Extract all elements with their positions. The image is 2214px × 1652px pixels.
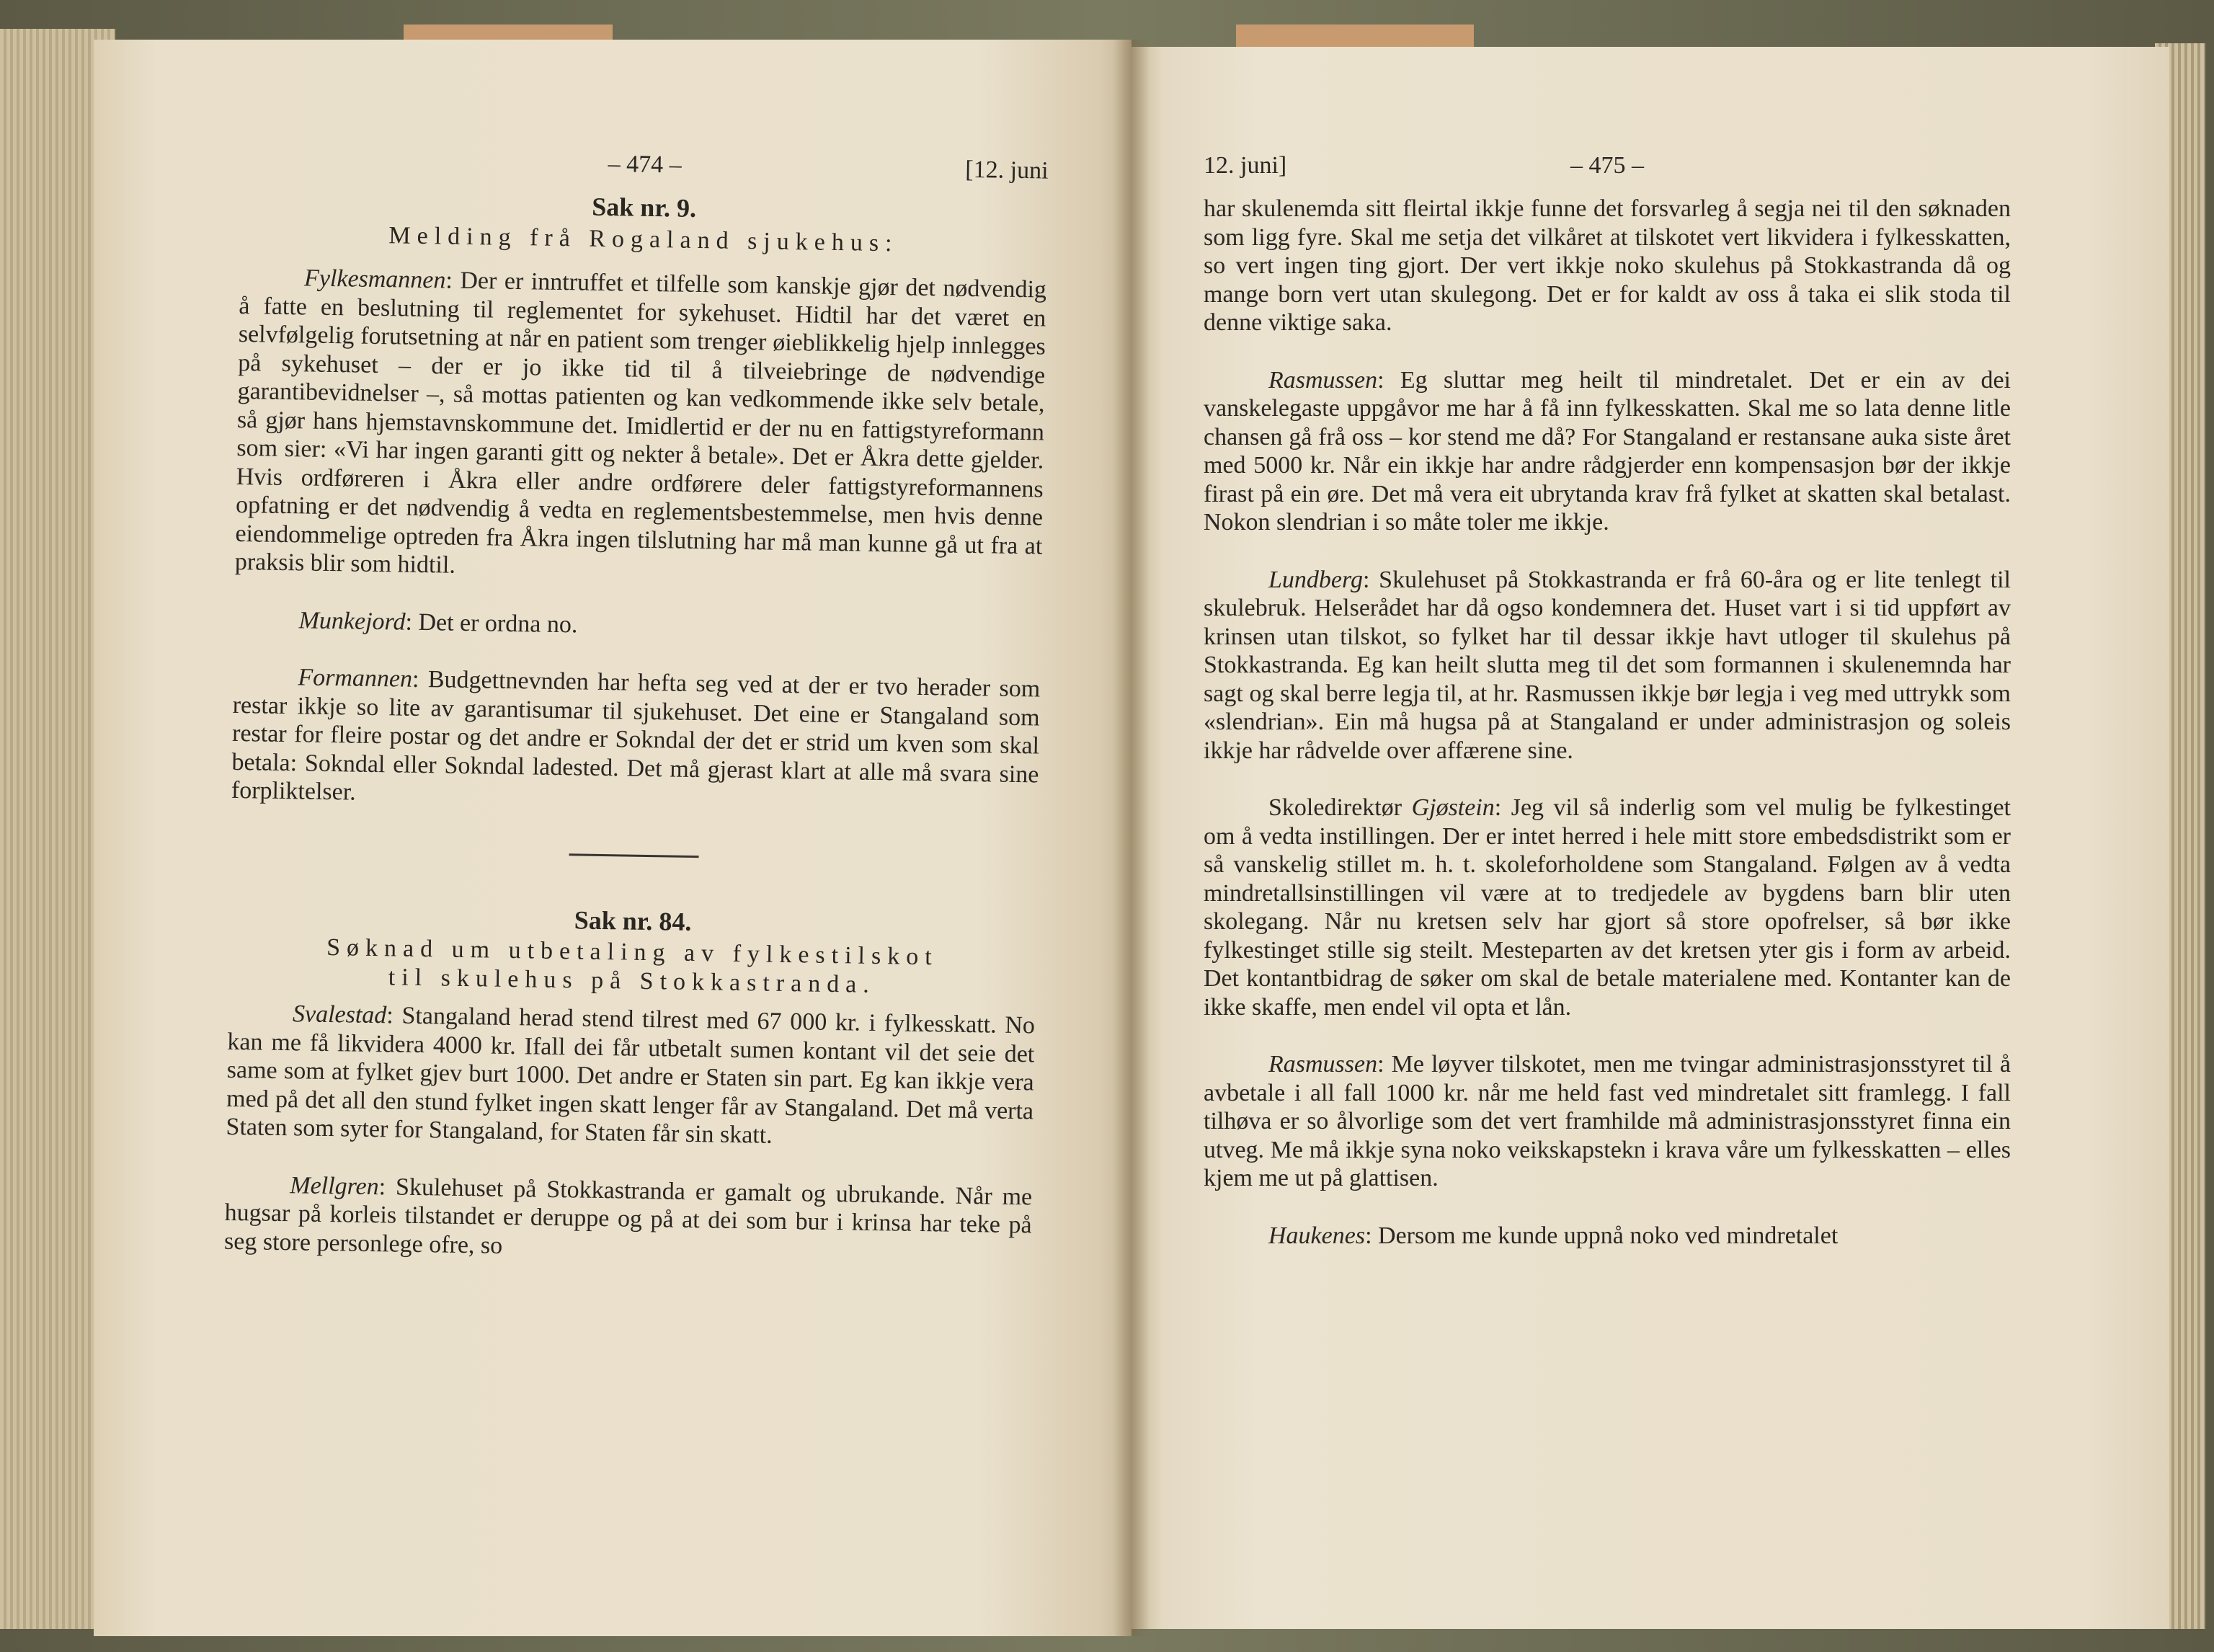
speech-paragraph (1204, 1222, 2011, 1251)
page-date: [12. juni (965, 156, 1049, 185)
speech-paragraph (1204, 195, 2011, 337)
speaker-name: Munkejord (298, 606, 406, 636)
page-date: 12. juni] (1204, 152, 1287, 179)
speech-text: : Skulehuset på Stokkastranda er frå 60-åra og er lite tenlegt til skulebruk. Helserådet har då ogso kondemnera det. Huset vart i si tid uppført av krinsen utan tilskot, so fylket har til dessar ikkje havt utloger til skulehus på Stokkastranda. Eg kan heilt slutta meg til det som formannen i skulenemnda har sagt og skal berre legja til, at hr. Rasmussen ikkje bør legja i veg med uttrykk som «slendrian». Ein må hugsa på at Stangaland er under administrasjon og soleis ikkje har rådvelde over affærene sine. (1204, 566, 2011, 764)
section-title: Sak nr. 9. (592, 192, 697, 223)
section-subtitle: til skulehus på Stokkastranda. (388, 963, 876, 998)
speaker-name: Fylkesmannen (303, 265, 446, 294)
speech-text: : Det er ordna no. (405, 608, 578, 638)
speech-text: : Stangaland herad stend tilrest med 67 000 kr. i fylkesskatt. No kan me få likvidera 4000 kr. Ifall dei får utbetalt sumen kontant vil det seie det same som at fylket gjev burt 1000. Det andre er Staten sin part. Eg kan ikkje vera med på det all den stund fylket ingen skatt lenger får av Stangaland. Det må verta Staten som syter for Stangaland, for Staten får sin skatt. (226, 1002, 1036, 1149)
book-gutter (1113, 40, 1150, 1636)
speaker-title: Skoledirektør (1268, 794, 1412, 821)
speech-paragraph (224, 1170, 1033, 1268)
speech-text: : Jeg vil så inderlig som vel mulig be fylkestinget om å vedta instillingen. Der er intet herred i hele mitt store embedsdistrikt som er så vanskelig stillet m. h. t. skoleforholdene som Stangaland. Følgen av å vedta mindretallsinstillingen vil være at to tredjedele av bygdens barn blir uten skolegang. Når nu kretsen selv har gjort så store opofrelser, så bør ikke fylkestinget stille sig steilt. Mesteparten av det kretsen yter gis i form av arbeid. Det kontantbidrag de søker om skal de betale materialene med. Kontanter kan de ikke skaffe, men endel vil opta et lån. (1204, 794, 2011, 1021)
speech-text: : Me løyver tilskotet, men me tvingar administrasjonsstyret til å avbetale i all fall 1000 kr. når me held fast ved mindretalet sitt framlegg. I fall tilhøva er so ålvorlige som det vert framhilde må administrasjonsstyret finna ein utveg. Me må ikkje syna noko veikskapstekn i krava våre um fylkesskatten – elles kjem me ut på glattisen. (1204, 1051, 2011, 1191)
speech-paragraph (1204, 366, 2011, 537)
right-page-header (1204, 151, 2011, 195)
speaker-name: Svalestad (292, 1000, 387, 1029)
left-page-text (224, 144, 1049, 1268)
section-divider (569, 853, 699, 858)
speaker-name: Haukenes (1268, 1222, 1366, 1249)
page-number: – 475 – (1570, 152, 1644, 179)
section-subtitle: Søknad um utbetaling av fylkestilskot (326, 933, 939, 971)
speaker-name: Mellgren (290, 1171, 379, 1200)
speech-paragraph (231, 662, 1041, 817)
speech-text: : Skulehuset på Stokkastranda er gamalt og ubrukande. Når me hugsar på korleis tilstandet er deruppe og på at dei som bur i krinsa har teke på seg store personlege ofre, so (223, 1173, 1033, 1259)
speech-text: : Budgettnevnden har hefta seg ved at der er tvo herader som restar ikkje so lite av garantisumar til sjukehuset. Det eine er Stangaland som restar for fleire postar og det andre er Sokndal der det er strid um kven som skal betala: Sokndal eller Sokndal ladested. Det må gjerast klart at alle må svara sine forpliktelser. (231, 665, 1041, 806)
section-subtitle: Melding frå Rogaland sjukehus: (388, 221, 899, 257)
section-title: Sak nr. 84. (574, 905, 692, 936)
page-number: – 474 – (608, 150, 682, 179)
speech-paragraph (234, 605, 1041, 646)
speech-text: har skulenemda sitt fleirtal ikkje funne det forsvarleg å segja nei til den søknaden som ligg fyre. Skal me setja det vilkåret at tilskotet vert likvidera i fylkesskatten, so vert ingen ting gjort. Der vert ikkje noko skulehus på Stokkastranda då og mange born vert utan skulegong. Det er for kaldt av oss å taka ei slik stoda til denne viktige saka. (1204, 195, 2011, 336)
speaker-name: Lundberg (1268, 566, 1363, 593)
speech-paragraph (1204, 566, 2011, 765)
right-page-text (1204, 151, 2011, 1250)
speaker-name: Rasmussen (1268, 366, 1378, 394)
speech-text: : Dersom me kunde uppnå noko ved mindretalet (1365, 1222, 1839, 1249)
speaker-name: Rasmussen (1268, 1051, 1378, 1078)
speech-paragraph (226, 999, 1035, 1154)
tape-strip (1236, 25, 1474, 49)
speech-paragraph (1204, 1050, 2011, 1193)
speaker-name: Formannen (298, 664, 413, 693)
speech-paragraph (235, 263, 1047, 589)
speech-paragraph (1204, 794, 2011, 1021)
speaker-name: Gjøstein (1411, 794, 1495, 821)
speech-text: : Der er inntruffet et tilfelle som kanskje gjør det nødvendig å fatte en beslutning til reglementet for sykehuset. Hidtil har det været en selvfølgelig forutsetning at når en patient som trenger øieblikkelig hjelp innlegges på sykehuset – der er jo ikke tid til å tilveiebringe de nødvendige garantibevidnelser –, så mottas patienten og kan vedkommende ikke selv betale, så gjør hans hjemstavnskommune det. Imidlertid er der nu en fattigstyreformann som sier: «Vi har ingen garanti gitt og nekter å betale». Det er Åkra dette gjelder. Hvis ordføreren i Åkra eller andre ordførere deler fattigstyreformannens opfatning er det nødvendig å vedta en reglementsbestemmelse, men hvis denne eiendommelige optreden fra Åkra ingen tilslutning har må man kunne gå ut fra at praksis blir som hidtil. (234, 267, 1047, 579)
speech-text: : Eg sluttar meg heilt til mindretalet. Det er ein av dei vanskelegaste uppgåvor me har å få inn fylkesskatten. Skal me so lata denne litle chansen gå frå oss – kor stend me då? For Stangaland er restansane auka siste året med 5000 kr. Når ein ikkje har andre rådgjerder enn kompensasjon bør der ikkje firast på ein øre. Det må vera eit ubrytanda krav frå fylket at skatten skal betalast. Nokon slendrian i so måte toler me ikkje. (1204, 366, 2011, 536)
